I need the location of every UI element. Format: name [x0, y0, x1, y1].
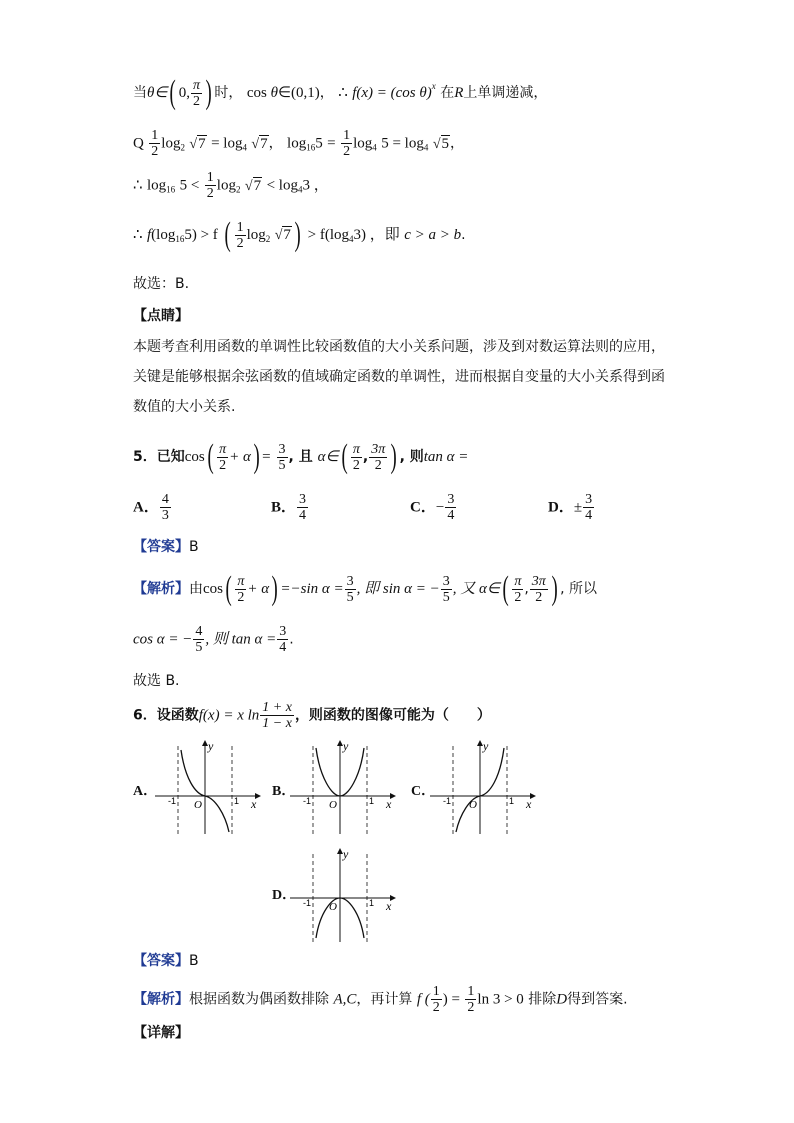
one-label: 1 [369, 796, 375, 806]
origin-label: O [469, 799, 477, 811]
graph-c[interactable] [430, 738, 540, 834]
q6-analysis: 【解析】根据函数为偶函数排除 A,C，再计算 f ( $\frac{1}{2}$ ) = $\frac{1}{2}$ ln 3 > 0 排除D得到答案. [133, 984, 628, 1015]
text: 当 [133, 85, 147, 101]
graph-b[interactable] [290, 738, 400, 834]
sqrt: √7 [189, 135, 206, 152]
therefore: ∴ [338, 85, 348, 101]
paren: ( [169, 74, 177, 111]
zero: 0, [178, 85, 191, 101]
q6-option-d-label[interactable]: D． [272, 888, 297, 903]
q5-option-d[interactable]: D．± $\frac{3}{4}$ [548, 492, 593, 523]
text: 时， [214, 85, 243, 101]
neg1-label: -1 [443, 796, 452, 806]
q5-option-a[interactable]: A． $\frac{4}{3}$ [133, 492, 169, 523]
paren: ) [205, 74, 212, 111]
one-label: 1 [509, 796, 515, 806]
q5-analysis-2: cos α = − $\frac{4}{5}$ , 则 tan α = $\frac{3}{4}$ . [133, 624, 294, 655]
graph-d[interactable] [290, 846, 400, 944]
solution-line-1: 当θ∈( 0, $\frac{\pi}{2}$ ) 时， cos θ∈(0,1)， ∴ f(x) = (cos θ)$^x$ 在R上单调递减， [133, 74, 548, 111]
f-expr: f(x) = (cos θ) [352, 85, 432, 101]
q5-option-b[interactable]: B． $\frac{3}{4}$ [271, 492, 307, 523]
q6-option-a-label[interactable]: A． [133, 784, 158, 799]
comment-text: 本题考查利用函数的单调性比较函数值的大小关系问题，涉及到对数运算法则的应用，关键是能够根据余弦函数的值域确定函数的单调性，进而根据自变量的大小关系得到函数值的大小关系. [133, 339, 665, 415]
graph-a[interactable] [155, 738, 265, 834]
sqrt: √7 [274, 227, 291, 243]
solution-line-4: ∴ $f(\log_{16}5) > f$ ( $\frac{1}{2}$ $\log_2 √7$ ) > $f(\log_43)$ ，即 c > a > b. [133, 216, 466, 253]
answer-line: 故选：B. [133, 276, 190, 292]
y-label: y [343, 739, 349, 753]
q6-answer: 【答案】B [133, 953, 199, 969]
neg1-label: -1 [303, 898, 312, 908]
origin-label: O [194, 799, 202, 811]
sqrt: √7 [251, 135, 268, 152]
q5-answer: 【答案】B [133, 539, 199, 555]
solution-line-3: ∴ $\log_{16} 5$ < $\frac{1}{2}$ $\log_2 √7 < \log_43$ ， [133, 170, 329, 201]
x-label: x [386, 797, 392, 811]
sqrt: √7 [244, 177, 262, 194]
x-label: x [251, 797, 257, 811]
y-label: y [343, 847, 349, 861]
fraction: $\frac{1}{2}$ [206, 170, 214, 201]
neg1-label: -1 [168, 796, 177, 806]
result: c > a > b [404, 227, 462, 243]
comment-label: 【点睛】 [133, 308, 189, 324]
interval: ∈(0,1) [277, 85, 320, 101]
cos: cos [246, 85, 267, 101]
q5-stem: 5．已知cos( $\frac{\pi}{2}$ + α) = $\frac{3}{5}$ , 且 α∈( $\frac{\pi}{2}$ , $\frac{3\pi}{2}$ ) , 则tan α = [133, 438, 469, 475]
origin-label: O [329, 901, 337, 913]
q5-final: 故选 B. [133, 673, 180, 689]
q6-detail-label: 【详解】 [133, 1025, 189, 1041]
fraction: $\frac{1}{2}$ [343, 128, 351, 159]
solution-line-2: Q $\frac{1}{2}$ $\log_2 √7 = \log_4 √7$， $\log_{16}5$ = $\frac{1}{2}$ $\log_4 5 = \log_4 √5$， [133, 128, 464, 159]
q5-analysis-1: 【解析】由cos( $\frac{\pi}{2}$ + α) =−sin α = $\frac{3}{5}$ , 即 sin α = − $\frac{3}{5}$ , 又 α∈( $\frac{\pi}{2}$ , $\frac{3\pi}{2}$ ) , 所以 [133, 570, 598, 607]
one-label: 1 [369, 898, 375, 908]
theta-in: θ∈ [147, 85, 168, 101]
origin-label: O [329, 799, 337, 811]
q5-option-c[interactable]: C．− $\frac{3}{4}$ [410, 492, 455, 523]
fraction: $\frac{1}{2}$ [236, 219, 244, 251]
x-label: x [386, 899, 392, 913]
x-label: x [526, 797, 532, 811]
fraction: $\frac{\pi}{2}$ [193, 77, 201, 109]
q6-stem: 6．设函数f(x) = x ln $\frac{1 + x}{1 - x}$ ，则函数的图像可能为（ ） [133, 700, 491, 731]
fraction: $\frac{1}{2}$ [151, 128, 159, 159]
q6-option-b-label[interactable]: B． [272, 784, 296, 799]
y-label: y [208, 739, 214, 753]
y-label: y [483, 739, 489, 753]
neg1-label: -1 [303, 796, 312, 806]
one-label: 1 [234, 796, 240, 806]
q6-option-c-label[interactable]: C． [411, 784, 436, 799]
sqrt: √5 [432, 135, 449, 152]
